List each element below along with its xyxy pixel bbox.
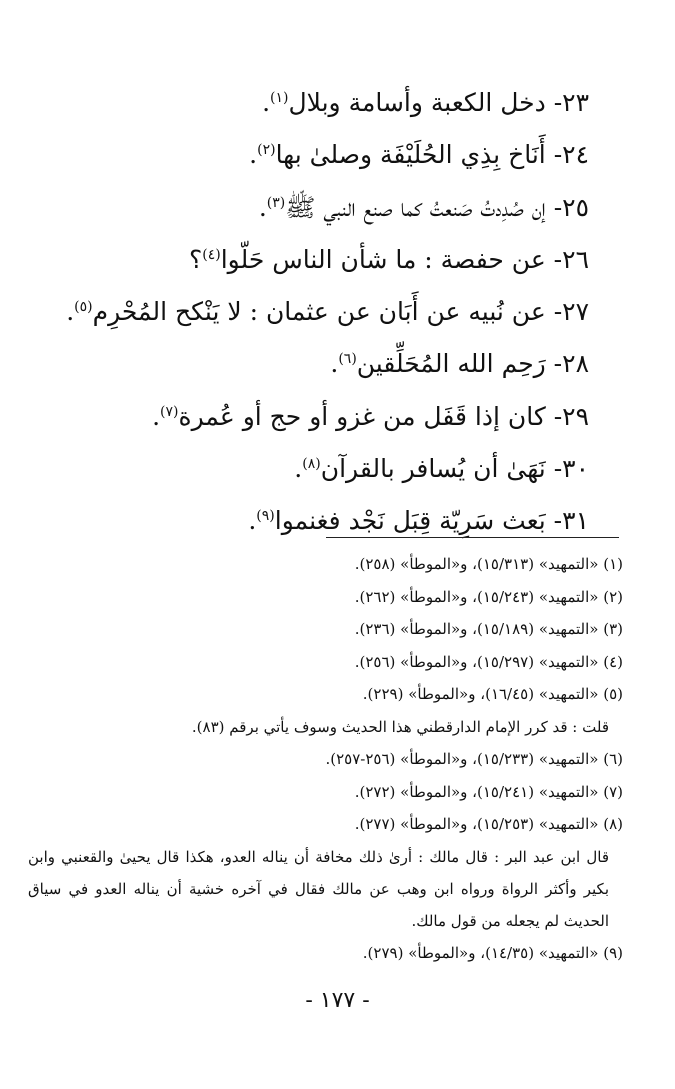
footnote-ref: (٧) (160, 403, 179, 420)
footnote-4: (٤) «التمهيد» (١٥/٢٩٧)، و«الموطأ» (٢٥٦). (354, 652, 623, 671)
hadith-entry-28 (60, 333, 589, 385)
hadith-list (60, 72, 589, 543)
entry-end: . (258, 192, 267, 222)
footnote-8: (٨) «التمهيد» (١٥/٢٥٣)، و«الموطأ» (٢٧٧). (354, 815, 623, 834)
hadith-entry-26 (60, 229, 589, 281)
hadith-entry-29 (60, 386, 589, 438)
entry-text: ٢٤- أَنَاخ بِذِي الحُلَيْفَة وصلىٰ بها (275, 140, 589, 170)
hadith-entry-23 (60, 72, 589, 124)
footnote-ref: (٤) (202, 246, 221, 263)
footnote-divider (326, 537, 619, 538)
footnote-ref: (٢) (257, 142, 276, 159)
entry-end: . (294, 454, 303, 484)
footnote-8-remark: قال ابن عبد البر : قال مالك : أرىٰ ذلك مخافة أن يناله العدو، هكذا قال يحيىٰ والقعنبي وابن بكير وأكثر الرواة ورواه ابن وهب عن مالك فقال في آخره خشية أن يناله العدو في سياق الحديث لم يجعله من قول مالك. (28, 847, 609, 930)
entry-end: . (248, 506, 257, 536)
entry-text: ٣١- بَعث سَرِيّة قِبَل نَجْد فغنموا (274, 506, 589, 536)
footnote-2: (٢) «التمهيد» (١٥/٢٤٣)، و«الموطأ» (٢٦٢). (354, 587, 623, 606)
footnote-1: (١) «التمهيد» (١٥/٣١٣)، و«الموطأ» (٢٥٨). (354, 555, 623, 573)
footnote-5-remark: قلت : قد كرر الإمام الدارقطني هذا الحديث وسوف يأتي برقم (٨٣). (191, 717, 609, 736)
entry-end: . (152, 401, 161, 431)
footnote-ref: (٦) (338, 351, 357, 368)
hadith-entry-27 (60, 281, 589, 333)
footnote-ref: (١) (270, 90, 289, 106)
page-number: - ١٧٧ - (305, 988, 370, 1013)
footnote-ref: (٣) (266, 194, 286, 211)
entry-end: . (66, 297, 75, 327)
entry-end: ؟ (188, 244, 203, 274)
entry-text: ٢٧- عن نُبيه عن أَبَان عن عثمان : لا يَنْكح المُحْرِم (92, 297, 589, 327)
entry-text: ٢٨- رَحِم الله المُحَلِّقين (356, 349, 589, 379)
hadith-entry-31 (60, 490, 589, 542)
hadith-entry-25 (60, 177, 589, 229)
footnote-9: (٩) «التمهيد» (١٤/٣٥)، و«الموطأ» (٢٧٩). (362, 943, 623, 962)
entry-text: ٣٠- نَهَىٰ أن يُسافر بالقرآن (320, 454, 589, 484)
entry-text: ٢٣- دخل الكعبة وأسامة وبلال (288, 88, 589, 117)
entry-end: . (262, 88, 271, 117)
entry-text: ٢٦- عن حفصة : ما شأن الناس حَلّوا (220, 244, 589, 274)
entry-text: ٢٥- إن صُدِدتُ صَنعتُ كما صنع النبي ﷺ (285, 192, 589, 222)
footnote-3: (٣) «التمهيد» (١٥/١٨٩)، و«الموطأ» (٢٣٦). (354, 620, 623, 639)
footnote-ref: (٥) (74, 299, 93, 316)
footnote-ref: (٩) (256, 508, 275, 525)
hadith-entry-24 (60, 124, 589, 176)
footnote-6: (٦) «التمهيد» (١٥/٢٣٣)، و«الموطأ» (٢٥٦-٢٥٧). (325, 749, 623, 768)
footnotes (28, 548, 623, 969)
footnote-7: (٧) «التمهيد» (١٥/٢٤١)، و«الموطأ» (٢٧٢). (354, 782, 623, 801)
entry-end: . (330, 349, 339, 379)
footnote-5: (٥) «التمهيد» (١٦/٤٥)، و«الموطأ» (٢٢٩). (362, 685, 623, 704)
entry-end: . (249, 140, 258, 170)
footnote-ref: (٨) (302, 456, 321, 473)
entry-text: ٢٩- كان إذا قَفَل من غزو أو حج أو عُمرة (178, 401, 589, 431)
hadith-entry-30 (60, 438, 589, 490)
